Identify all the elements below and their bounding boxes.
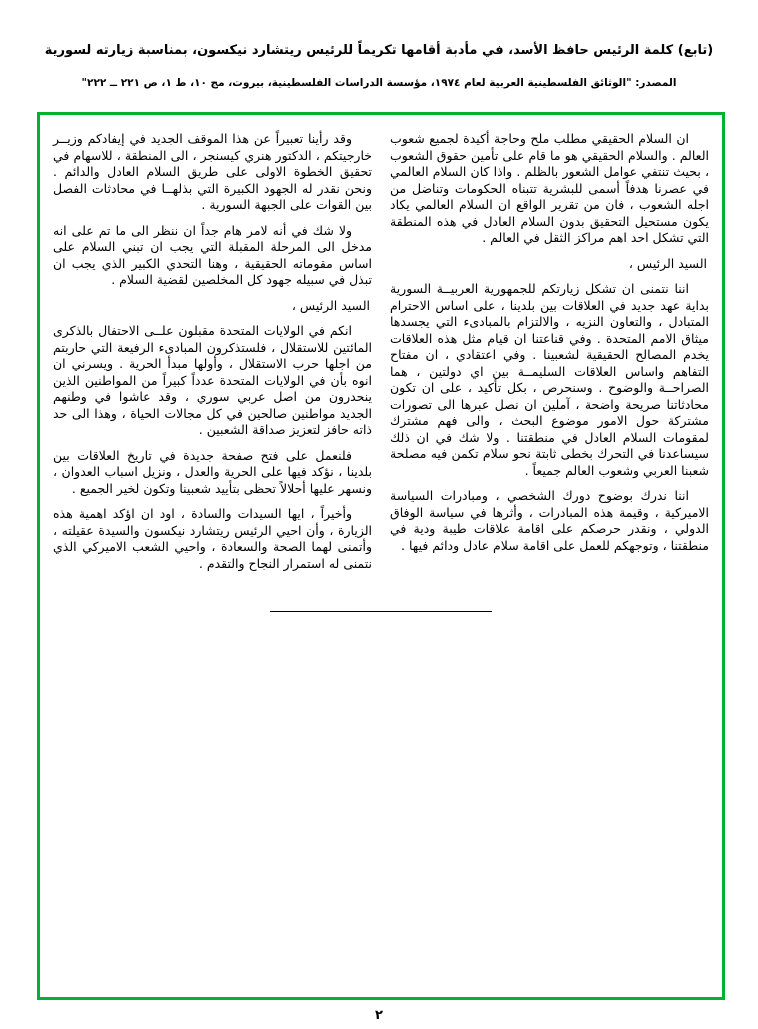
salutation: السيد الرئيس ، (628, 255, 707, 271)
salutation: السيد الرئيس ، (291, 297, 370, 313)
content-border-box (37, 112, 725, 1000)
paragraph: وقد رأينا تعبيراً عن هذا الموقف الجديد في إيفادكم وزيــر خارجيتكم ، الدكتور هنري كيسنجر ، الى المنطقة ، للاسهام في تحقيق الخطوة الاولى على طريق السلام العادل والدائم . ونحن نقدر له الجهود الكبيرة التي بذلهــا في محادثات الفصل بين القوات على الجبهة السورية . (53, 131, 372, 212)
document-title: (تابع) كلمة الرئيس حافظ الأسد، في مأدبة أقامها تكريماً للرئيس ريتشارد نيكسون، بمناسبة زيارته لسورية (44, 43, 714, 58)
two-column-text (40, 115, 722, 581)
paragraph: انكم في الولايات المتحدة مقبلون علــى الاحتفال بالذكرى المائتين للاستقلال ، فلستذكرون المبادىء الرفيعة التي حاربتم من اجلها حرب الاستقلال ، وأولها مبدأ الحرية . ويسرني ان انوه بأن في الولايات المتحدة عدداً كبيراً من المواطنين الذين ينحدرون من اصل عربي سوري ، وقد عاشوا في وطنهم الجديد مواطنين صالحين في كل مجالات الحياة ، وهذا الى حد ذاته حافز لتعزيز صداقة الشعبين . (53, 323, 372, 437)
column-right (390, 131, 709, 581)
separator-line (270, 611, 492, 612)
source-citation: المصدر: "الوثائق الفلسطينية العربية لعام ١٩٧٤، مؤسسة الدراسات الفلسطينية، بيروت، مج ١٠، ط ١، ص ٢٢١ ــ ٢٢٢" (81, 77, 677, 89)
paragraph: اننا نتمنى ان تشكل زيارتكم للجمهورية العربيــة السورية بداية عهد جديد في العلاقات بين بلدينا ، على اساس الاحترام المتبادل ، والتعاون النزيه ، والالتزام بالمبادىء التي يجسدها ميثاق الامم المتحدة . وفي قناعتنا ان قيام مثل هذه العلاقات يخدم المصالح الحقيقية لشعبينا . وفي اعتقادي ، ان مفتاح التفاهم واساس العلاقات السليمــة بين اي دولتين ، هما الصراحــة والوضوح . وسنحرص ، بكل تأكيد ، على ان تكون محادثاتنا صريحة واضحة ، آملين ان نصل عبرها الى تصورات مشتركة حول الامور موضوع البحث ، والى فهم مشترك لمقومات السلام العادل في منطقتنا . ولا شك في ان ذلك سيساعدنا في التحرك بخطى ثابتة نحو سلام تكمن فيه مصلحة شعبنا العربي وشعوب العالم جميعاً . (390, 281, 709, 478)
paragraph: وأخيراً ، ايها السيدات والسادة ، اود ان اؤكد اهمية هذه الزيارة ، وأن احيي الرئيس ريتشارد نيكسون والسيدة عقيلته ، وأتمنى لهما الصحة والسعادة ، واحيي الشعب الاميركي الذي نتمنى له استمرار النجاح والتقدم . (53, 506, 372, 571)
paragraph: اننا ندرك بوضوح دورك الشخصي ، ومبادرات السياسة الاميركية ، وقيمة هذه المبادرات ، وأثرها في سياسة الوفاق الدولي ، ونقدر حرصكم على اقامة علاقات طيبة ودية في منطقتنا ، وتوجهكم للعمل على اقامة سلام عادل ودائم فيها . (390, 488, 709, 553)
paragraph: ان السلام الحقيقي مطلب ملح وحاجة أكيدة لجميع شعوب العالم . والسلام الحقيقي هو ما قام على تأمين حقوق الشعوب ، بحيث تنتفي عوامل الشعور بالظلم . واذا كان السلام العالمي في عصرنا هدفاً أسمى للبشرية تتبناه الحكومات وتناضل من اجله الشعوب ، فان من تقرير الواقع ان السلام العالمي يكاد يكون مستحيل التحقيق بدون السلام العادل في هذه المنطقة التي تشكل احد اهم مراكز الثقل في العالم . (390, 131, 709, 245)
page-number: ٢ (375, 1008, 383, 1023)
paragraph: فلنعمل على فتح صفحة جديدة في تاريخ العلاقات بين بلدينا ، نؤكد فيها على الحرية والعدل ، ونزيل اسباب العدوان ، ونسهر عليها أحلالاً تحظى بتأييد شعبينا وتكون لخير الجميع . (53, 447, 372, 496)
paragraph: ولا شك في أنه لامر هام جداً ان ننظر الى ما تم على انه مدخل الى المرحلة المقبلة التي يجب ان تبني السلام على اساس مقوماته الحقيقية ، وهنا التحدي الكبير الذي يجب ان تبذل في سبيله جهود كل المخلصين لقضية السلام . (53, 222, 372, 287)
column-left (53, 131, 372, 581)
